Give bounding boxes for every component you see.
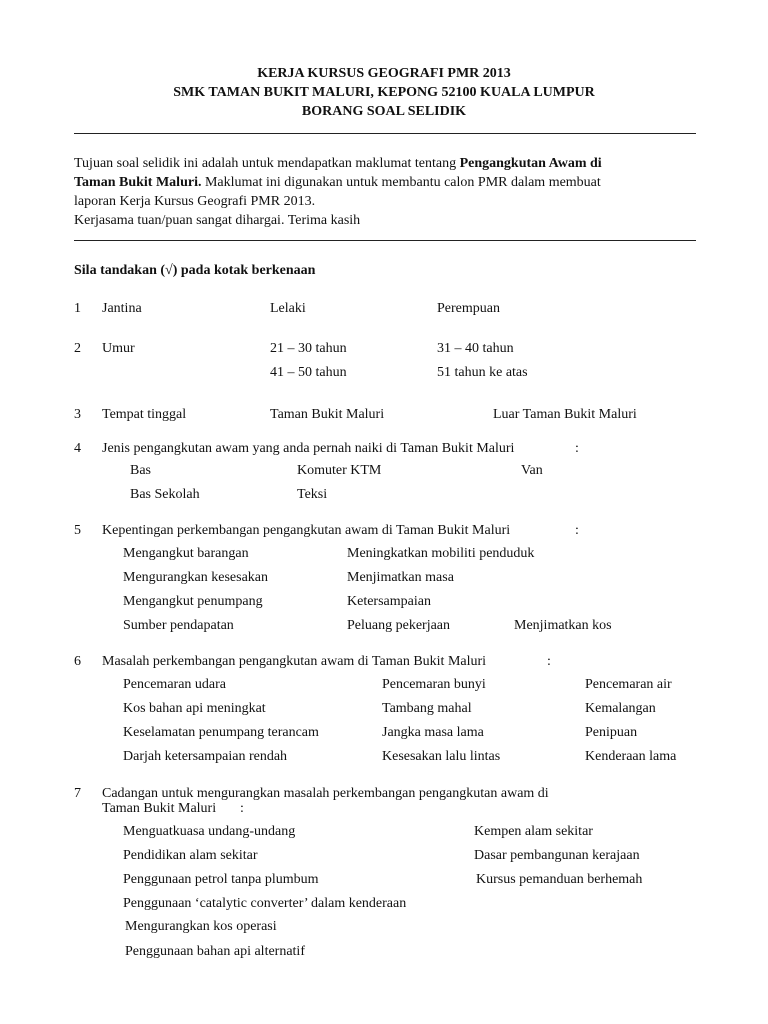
q7-colon: : bbox=[240, 801, 244, 816]
q1-option-lelaki[interactable]: Lelaki bbox=[270, 301, 306, 316]
q4-colon: : bbox=[575, 441, 579, 456]
q5-label: Kepentingan perkembangan pengangkutan awam di Taman Bukit Maluri bbox=[102, 523, 511, 538]
q3-option-outside[interactable]: Luar Taman Bukit Maluri bbox=[493, 407, 637, 422]
q4-option-van[interactable]: Van bbox=[521, 463, 543, 478]
q5-option-9[interactable]: Menjimatkan kos bbox=[514, 618, 612, 633]
instruction-text: Sila tandakan (√) pada kotak berkenaan bbox=[74, 263, 316, 278]
q5-option-5[interactable]: Mengangkut penumpang bbox=[123, 594, 263, 609]
q5-option-6[interactable]: Ketersampaian bbox=[347, 594, 431, 609]
q7-option-4[interactable]: Dasar pembangunan kerajaan bbox=[474, 848, 640, 863]
q7-option-6[interactable]: Kursus pemanduan berhemah bbox=[476, 872, 643, 887]
q2-option-21-30[interactable]: 21 – 30 tahun bbox=[270, 341, 347, 356]
q4-label: Jenis pengangkutan awam yang anda pernah naiki di Taman Bukit Maluri bbox=[102, 441, 515, 456]
intro-line-4: Kerjasama tuan/puan sangat dihargai. Terima kasih bbox=[74, 213, 361, 228]
q4-number: 4 bbox=[74, 441, 81, 456]
q2-label: Umur bbox=[102, 341, 135, 356]
q2-option-31-40[interactable]: 31 – 40 tahun bbox=[437, 341, 514, 356]
intro-bold-topic-1: Pengangkutan Awam di bbox=[459, 156, 602, 171]
q6-number: 6 bbox=[74, 654, 81, 669]
intro-text-1: Tujuan soal selidik ini adalah untuk mendapatkan maklumat tentang bbox=[74, 156, 460, 171]
q3-number: 3 bbox=[74, 407, 81, 422]
q6-option-6[interactable]: Kemalangan bbox=[585, 701, 656, 716]
header-title-line-1: KERJA KURSUS GEOGRAFI PMR 2013 bbox=[257, 66, 511, 81]
q7-option-1[interactable]: Menguatkuasa undang-undang bbox=[123, 824, 296, 839]
q7-label-line-1: Cadangan untuk mengurangkan masalah perkembangan pengangkutan awam di bbox=[102, 786, 549, 801]
q6-label: Masalah perkembangan pengangkutan awam di Taman Bukit Maluri bbox=[102, 654, 487, 669]
intro-line-1 bbox=[74, 154, 704, 173]
q6-option-12[interactable]: Kenderaan lama bbox=[585, 749, 677, 764]
q6-option-11[interactable]: Kesesakan lalu lintas bbox=[382, 749, 501, 764]
q2-number: 2 bbox=[74, 341, 81, 356]
q7-option-9[interactable]: Penggunaan bahan api alternatif bbox=[125, 944, 305, 959]
divider-middle bbox=[74, 240, 696, 241]
q6-option-9[interactable]: Penipuan bbox=[585, 725, 638, 740]
q4-option-bas-sekolah[interactable]: Bas Sekolah bbox=[130, 487, 200, 502]
q1-number: 1 bbox=[74, 301, 81, 316]
q7-option-7[interactable]: Penggunaan ‘catalytic converter’ dalam kenderaan bbox=[123, 896, 407, 911]
header-title-line-3: BORANG SOAL SELIDIK bbox=[301, 104, 467, 119]
q7-option-8[interactable]: Mengurangkan kos operasi bbox=[125, 919, 277, 934]
q6-colon: : bbox=[547, 654, 551, 669]
q7-option-2[interactable]: Kempen alam sekitar bbox=[474, 824, 593, 839]
q5-option-7[interactable]: Sumber pendapatan bbox=[123, 618, 234, 633]
intro-paragraph bbox=[74, 154, 704, 230]
q7-number: 7 bbox=[74, 786, 81, 801]
q5-option-1[interactable]: Mengangkut barangan bbox=[123, 546, 249, 561]
q6-option-1[interactable]: Pencemaran udara bbox=[123, 677, 226, 692]
q6-option-7[interactable]: Keselamatan penumpang terancam bbox=[123, 725, 319, 740]
q5-number: 5 bbox=[74, 523, 81, 538]
intro-text-2: Maklumat ini digunakan untuk membantu calon PMR dalam membuat bbox=[201, 175, 601, 190]
q4-option-teksi[interactable]: Teksi bbox=[297, 487, 328, 502]
q5-option-4[interactable]: Menjimatkan masa bbox=[347, 570, 454, 585]
intro-bold-topic-2: Taman Bukit Maluri. bbox=[74, 175, 202, 190]
q6-option-10[interactable]: Darjah ketersampaian rendah bbox=[123, 749, 288, 764]
q6-option-5[interactable]: Tambang mahal bbox=[382, 701, 472, 716]
q7-label-line-2: Taman Bukit Maluri bbox=[102, 801, 217, 816]
q2-option-41-50[interactable]: 41 – 50 tahun bbox=[270, 365, 347, 380]
divider-top bbox=[74, 133, 696, 134]
q5-option-2[interactable]: Meningkatkan mobiliti penduduk bbox=[347, 546, 535, 561]
q7-option-3[interactable]: Pendidikan alam sekitar bbox=[123, 848, 258, 863]
intro-line-3: laporan Kerja Kursus Geografi PMR 2013. bbox=[74, 194, 316, 209]
q6-option-8[interactable]: Jangka masa lama bbox=[382, 725, 484, 740]
q1-label: Jantina bbox=[102, 301, 142, 316]
q6-option-4[interactable]: Kos bahan api meningkat bbox=[123, 701, 266, 716]
q7-option-5[interactable]: Penggunaan petrol tanpa plumbum bbox=[123, 872, 319, 887]
q5-colon: : bbox=[575, 523, 579, 538]
q3-label: Tempat tinggal bbox=[102, 407, 187, 422]
q4-option-komuter[interactable]: Komuter KTM bbox=[297, 463, 382, 478]
header-title-line-2: SMK TAMAN BUKIT MALURI, KEPONG 52100 KUALA LUMPUR bbox=[173, 85, 595, 100]
q2-option-51-above[interactable]: 51 tahun ke atas bbox=[437, 365, 528, 380]
q5-option-3[interactable]: Mengurangkan kesesakan bbox=[123, 570, 269, 585]
q1-option-perempuan[interactable]: Perempuan bbox=[437, 301, 500, 316]
q6-option-2[interactable]: Pencemaran bunyi bbox=[382, 677, 486, 692]
q3-option-inside[interactable]: Taman Bukit Maluri bbox=[270, 407, 385, 422]
q6-option-3[interactable]: Pencemaran air bbox=[585, 677, 672, 692]
intro-line-2 bbox=[74, 173, 704, 192]
q4-option-bas[interactable]: Bas bbox=[130, 463, 151, 478]
q5-option-8[interactable]: Peluang pekerjaan bbox=[347, 618, 451, 633]
